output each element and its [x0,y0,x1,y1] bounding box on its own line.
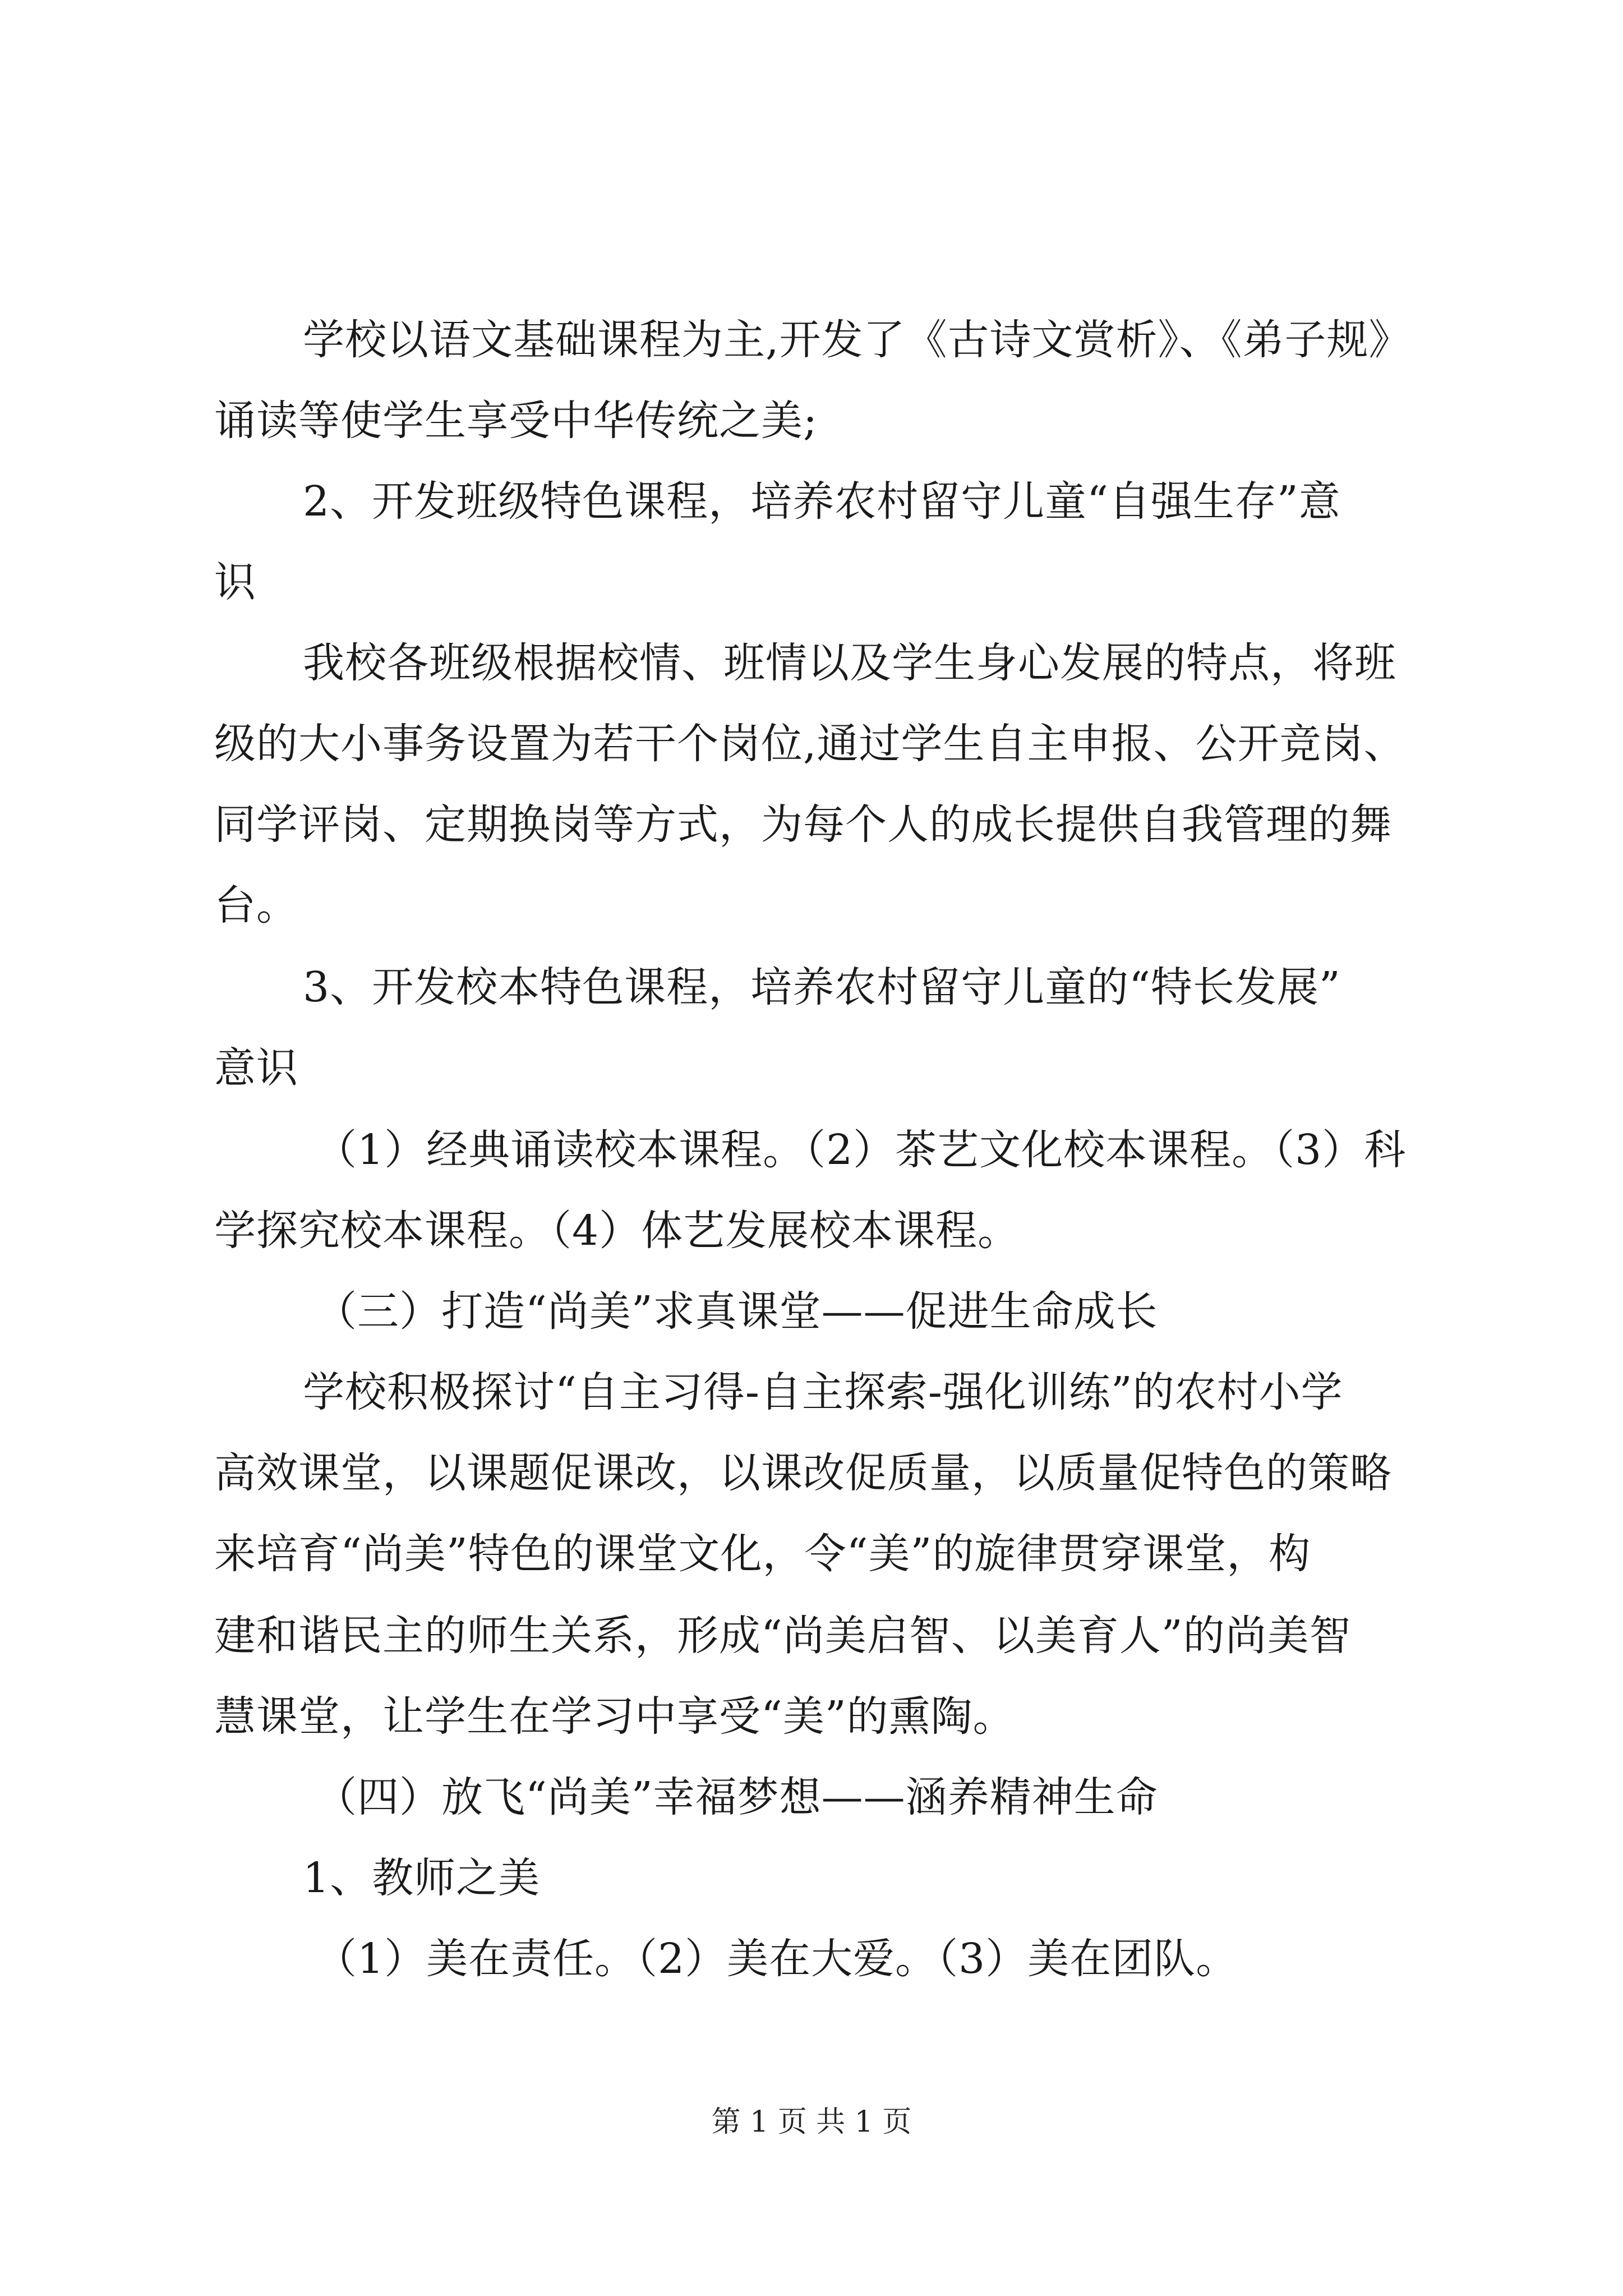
paragraph-line: 同学评岗、定期换岗等方式，为每个人的成长提供自我管理的舞 [214,800,1392,849]
paragraph-line: 3、开发校本特色课程，培养农村留守儿童的“特长发展” [303,963,1341,1011]
paragraph-line: （1）美在责任。（2）美在大爱。（3）美在团队。 [315,1935,1238,1983]
section-heading: （三）打造“尚美”求真课堂——促进生命成长 [315,1287,1158,1336]
paragraph-line: 诵读等使学生享受中华传统之美; [214,397,818,445]
paragraph-line: 学探究校本课程。（4）体艺发展校本课程。 [214,1207,1020,1255]
paragraph-line: 意识 [214,1044,298,1092]
paragraph-line: 级的大小事务设置为若干个岗位,通过学生自主申报、公开竞岗、 [214,720,1406,768]
subsection-heading: 1、教师之美 [303,1854,541,1902]
paragraph-line: 建和谐民主的师生关系，形成“尚美启智、以美育人”的尚美智 [214,1612,1352,1660]
paragraph-line: 台。 [214,881,298,930]
paragraph-line: 高效课堂，以课题促课改，以课改促质量，以质量促特色的策略 [214,1449,1392,1497]
paragraph-line: 学校积极探讨“自主习得-自主探索-强化训练”的农村小学 [303,1368,1343,1416]
paragraph-line: （1）经典诵读校本课程。（2）茶艺文化校本课程。（3）科 [315,1126,1407,1174]
paragraph-line: 2、开发班级特色课程，培养农村留守儿童“自强生存”意 [303,477,1341,526]
paragraph-line: 来培育“尚美”特色的课堂文化，令“美”的旋律贯穿课堂，构 [214,1530,1311,1578]
paragraph-line: 慧课堂，让学生在学习中享受“美”的熏陶。 [214,1692,1015,1741]
section-heading: （四）放飞“尚美”幸福梦想——涵养精神生命 [315,1773,1158,1821]
paragraph-line: 识 [214,558,256,606]
page-number-footer: 第 1 页 共 1 页 [711,2105,912,2139]
paragraph-line: 我校各班级根据校情、班情以及学生身心发展的特点，将班 [303,639,1396,687]
paragraph-line: 学校以语文基础课程为主,开发了《古诗文赏析》、《弟子规》 [303,316,1411,364]
